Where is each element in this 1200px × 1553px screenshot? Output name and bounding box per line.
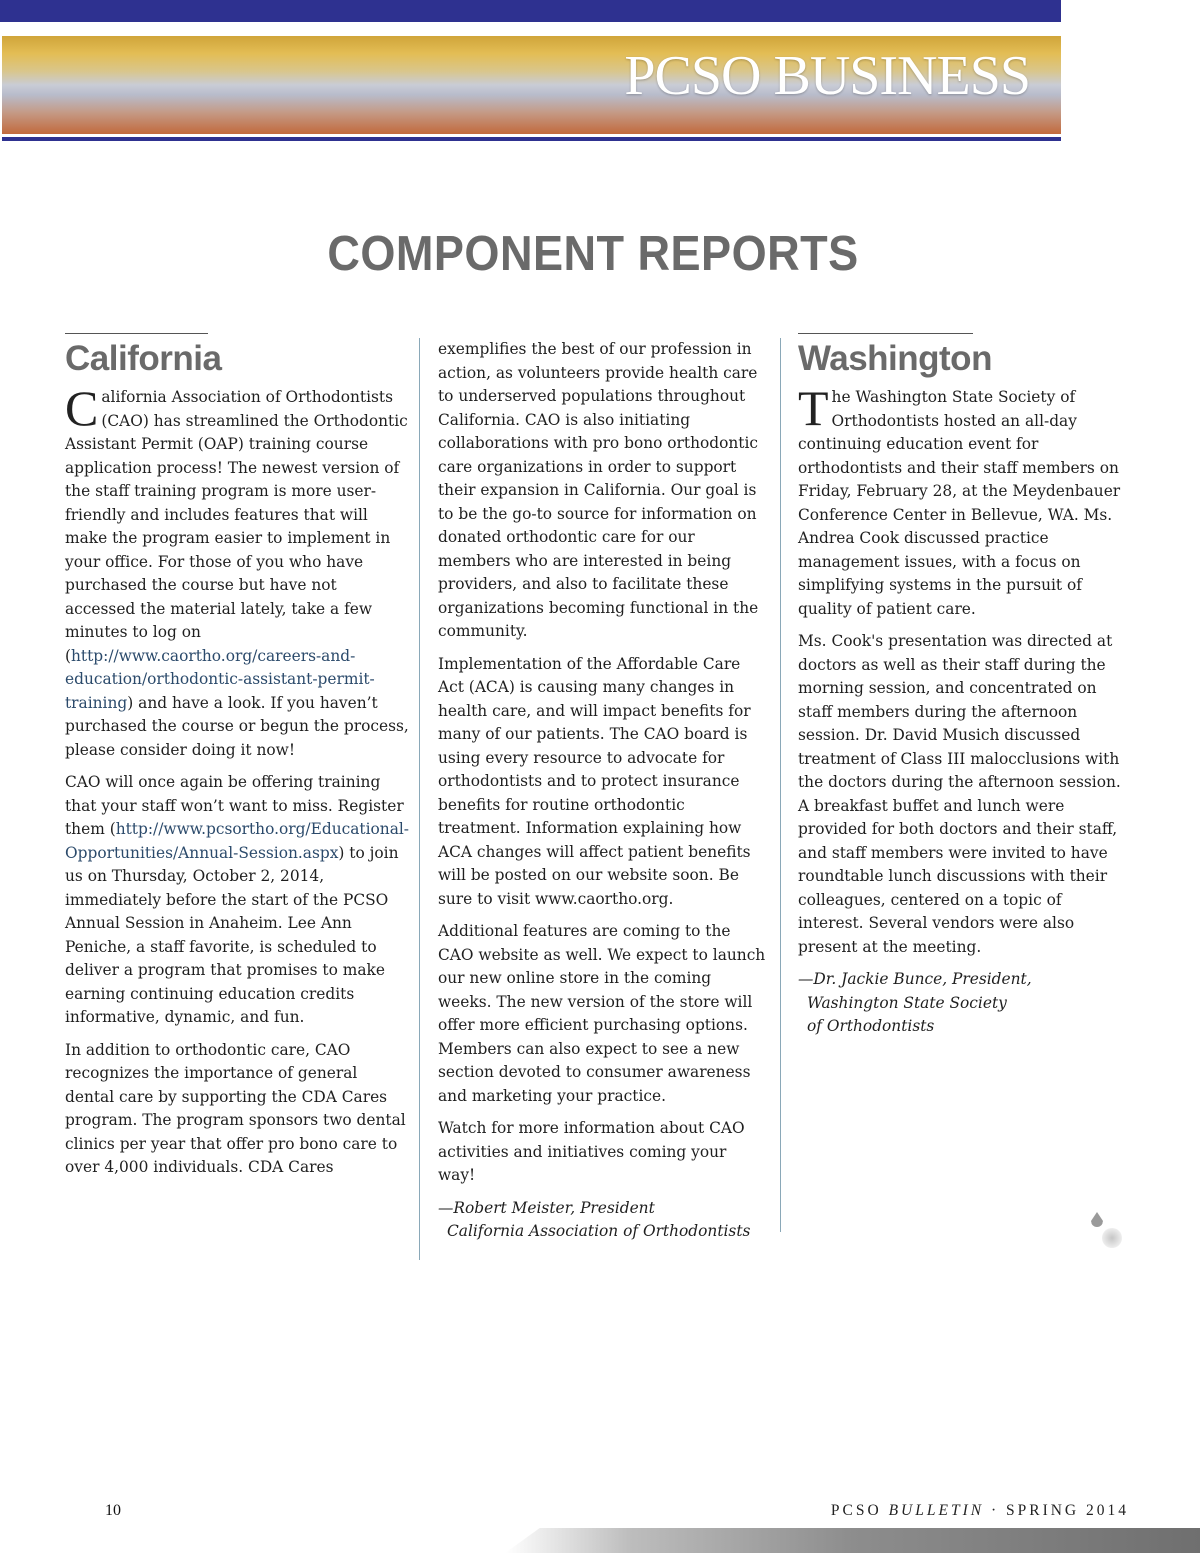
california-paragraph-6: Additional features are coming to the CAO website as well. We expect to launch our new online store in the coming weeks. The new version of the store will offer more efficient purchasing options. Members can also expect to see a new section devoted to consumer awareness and marketing your practice. [438,922,766,1105]
column-2 [438,338,768,1244]
california-paragraph-7: Watch for more information about CAO activities and initiatives coming your way! [438,1119,745,1184]
column-1 [65,340,410,1189]
washington-signature [798,968,1128,1039]
california-signature-line-2: California Association of Orthodontists [447,1222,751,1240]
california-p2-text-end: ) to join us on Thursday, October 2, 2014, immediately before the start of the PCSO Annual Session in Anaheim. Lee Ann Peniche, a staff favorite, is scheduled to deliver a program that promises to make earning continuing education credits informative, dynamic, and fun. [65,843,399,1026]
footer-pub-italic: BULLETIN [888,1502,985,1519]
california-paragraph-5: Implementation of the Affordable Care Act (ACA) is causing many changes in health care, and will impact benefits for many of our patients. The CAO board is using every resource to advocate for orthodontists and to protect insurance benefits for routine orthodontic treatment. Information explaining how ACA changes will affect patient benefits will be posted on our website soon. Be sure to visit www.caortho.org. [438,654,751,908]
california-paragraph-4: exemplifies the best of our profession in action, as volunteers provide health care to underserved populations throughout California. CAO is also initiating collaborations with pro bono orthodontic care organizations in order to support their expansion in California. Our goal is to be the go-to source for information on donated orthodontic care for our members who are interested in being providers, and also to facilitate these organizations becoming functional in the community. [438,340,759,640]
california-heading: California [65,339,222,378]
column-divider-2 [780,338,781,1232]
banner-rule-blue [2,137,1061,141]
banner-title: PCSO BUSINESS [624,45,1030,107]
california-paragraph-2 [65,771,410,1030]
california-p2-text: CAO will once again be offering training that your staff won’t want to miss. Register them ( [65,773,404,838]
california-signature-line-1: —Robert Meister, President [438,1198,655,1217]
oap-training-link[interactable]: http://www.caortho.org/careers-and-education/orthodontic-assistant-permit-training [65,646,375,712]
end-of-article-drop-icon [1091,1212,1103,1227]
page-number: 10 [105,1502,121,1519]
footer-pub-prefix: PCSO [830,1502,889,1519]
page-title: COMPONENT REPORTS [327,227,859,281]
washington-signature-line-3: of Orthodontists [807,1017,935,1035]
header-banner [2,36,1061,134]
publication-footer [831,1502,1129,1520]
column-divider-1 [419,338,420,1260]
washington-signature-line-1: —Dr. Jackie Bunce, President, [798,970,1032,988]
washington-dropcap: T [798,380,829,436]
footer-gradient-bar [505,1528,1200,1553]
washington-p1-text: he Washington State Society of Orthodontists hosted an all-day continuing education event for orthodontists and their staff members on Friday, February 28, at the Meydenbauer Conference Center in Bellevue, WA. Ms. Andrea Cook discussed practice management issues, with a focus on simplifying systems in the pursuit of quality of patient care. [798,388,1121,618]
washington-heading: Washington [798,339,992,378]
california-heading-rule [65,333,208,334]
column-3 [798,340,1128,1039]
california-p1-text-end: ) and have a look. If you haven’t purchased the course or begun the process, please consider doing it now! [65,693,409,759]
drop-icon-shadow [1102,1228,1122,1248]
footer-pub-suffix: · SPRING 2014 [984,1502,1129,1519]
washington-paragraph-2: Ms. Cook's presentation was directed at doctors as well as their staff during the morning session, and concentrated on staff members during the afternoon session. Dr. David Musich discussed treatment of Class III malocclusions with the doctors during the afternoon session. A breakfast buffet and lunch were provided for both doctors and their staff, and staff members were invited to have roundtable lunch discussions with their colleagues, centered on a topic of interest. Several vendors were also present at the meeting. [798,632,1121,956]
top-color-bar [0,0,1061,22]
california-p1-text: alifornia Association of Orthodontists (CAO) has streamlined the Orthodontic Assistant Permit (OAP) training course application process! The newest version of the staff training program is more user-friendly and includes features that will make the program easier to implement in your office. For those of you who have purchased the course but have not accessed the material lately, take a few minutes to log on ( [65,388,408,665]
california-dropcap: C [65,380,99,436]
washington-heading-rule [798,333,973,334]
washington-paragraph-1 [798,380,1128,621]
washington-signature-line-2: Washington State Society [807,993,1007,1012]
annual-session-link[interactable]: http://www.pcsortho.org/Educational-Opportunities/Annual-Session.aspx [65,820,409,862]
california-paragraph-1 [65,380,410,762]
california-signature [438,1197,768,1244]
california-paragraph-3: In addition to orthodontic care, CAO recognizes the importance of general dental care by supporting the CDA Cares program. The program sponsors two dental clinics per year that offer pro bono care to over 4,000 individuals. CDA Cares [65,1040,406,1176]
